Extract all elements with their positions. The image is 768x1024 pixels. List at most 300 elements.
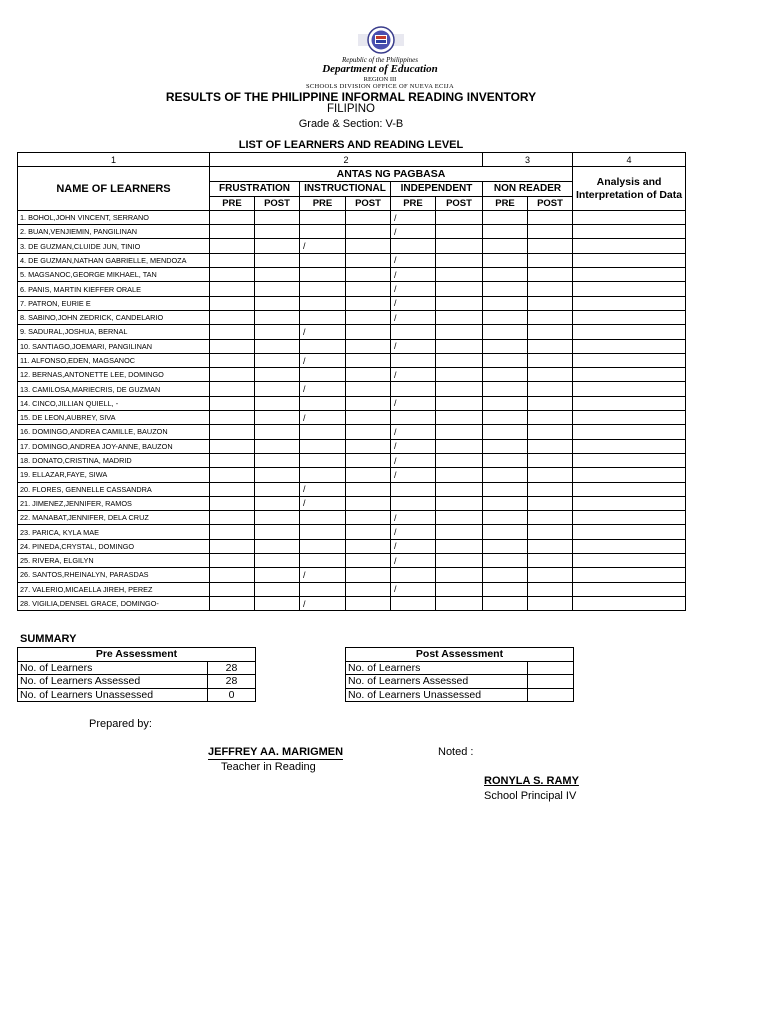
analysis-cell (573, 425, 686, 439)
learner-row (18, 539, 686, 553)
list-title: LIST OF LEARNERS AND READING LEVEL (238, 139, 464, 151)
level-cell (528, 353, 573, 367)
level-mark: / (300, 382, 346, 396)
level-cell (346, 396, 391, 410)
level-cell (255, 539, 300, 553)
level-cell (391, 353, 436, 367)
level-cell (483, 268, 528, 282)
learner-row (18, 568, 686, 582)
level-cell (300, 368, 346, 382)
learner-name: 4. DE GUZMAN,NATHAN GABRIELLE, MENDOZA (18, 253, 210, 267)
level-cell (255, 325, 300, 339)
learner-row (18, 439, 686, 453)
analysis-cell (573, 296, 686, 310)
level-cell (255, 568, 300, 582)
level-independent-header: INDEPENDENT (391, 182, 483, 196)
level-cell (300, 511, 346, 525)
level-mark: / (300, 353, 346, 367)
level-cell (528, 496, 573, 510)
analysis-cell (573, 582, 686, 596)
level-cell (528, 453, 573, 467)
analysis-cell (573, 568, 686, 582)
level-cell (528, 282, 573, 296)
reading-results-table (17, 152, 686, 611)
level-cell (346, 282, 391, 296)
level-mark: / (391, 511, 436, 525)
level-cell (255, 396, 300, 410)
level-cell (528, 382, 573, 396)
level-cell (528, 568, 573, 582)
level-cell (483, 411, 528, 425)
level-frustration-header: FRUSTRATION (210, 182, 300, 196)
level-cell (483, 596, 528, 610)
learner-name: 17. DOMINGO,ANDREA JOY-ANNE, BAUZON (18, 439, 210, 453)
level-cell (300, 339, 346, 353)
level-cell (528, 525, 573, 539)
level-cell (346, 482, 391, 496)
level-cell (483, 554, 528, 568)
level-mark: / (391, 468, 436, 482)
analysis-cell (573, 282, 686, 296)
level-cell (483, 253, 528, 267)
level-cell (300, 296, 346, 310)
level-cell (391, 239, 436, 253)
level-cell (391, 325, 436, 339)
level-cell (300, 225, 346, 239)
level-cell (255, 368, 300, 382)
level-mark: / (300, 496, 346, 510)
learner-name: 24. PINEDA,CRYSTAL, DOMINGO (18, 539, 210, 553)
level-cell (210, 511, 255, 525)
level-mark: / (391, 539, 436, 553)
level-cell (436, 310, 483, 324)
learner-name: 3. DE GUZMAN,CLUIDE JUN, TINIO (18, 239, 210, 253)
level-mark: / (391, 339, 436, 353)
level-cell (210, 225, 255, 239)
column-number-row (18, 153, 686, 167)
col-number: 1 (18, 153, 210, 167)
level-cell (483, 225, 528, 239)
analysis-cell (573, 310, 686, 324)
analysis-cell (573, 482, 686, 496)
level-cell (210, 568, 255, 582)
learner-row (18, 482, 686, 496)
level-cell (391, 496, 436, 510)
post-row-value (528, 675, 574, 689)
analysis-cell (573, 239, 686, 253)
analysis-cell (573, 268, 686, 282)
learner-row (18, 511, 686, 525)
level-non-reader-header: NON READER (483, 182, 573, 196)
level-cell (436, 239, 483, 253)
level-cell (436, 596, 483, 610)
level-cell (210, 396, 255, 410)
level-cell (391, 482, 436, 496)
level-mark: / (391, 268, 436, 282)
level-cell (300, 439, 346, 453)
learner-name: 21. JIMENEZ,JENNIFER, RAMOS (18, 496, 210, 510)
learner-row (18, 453, 686, 467)
learner-name: 15. DE LEON,AUBREY, SIVA (18, 411, 210, 425)
post-header: POST (436, 196, 483, 210)
preparer-name: JEFFREY AA. MARIGMEN (208, 746, 344, 758)
learner-name: 23. PARICA, KYLA MAE (18, 525, 210, 539)
post-assessment-header: Post Assessment (346, 648, 574, 662)
level-cell (483, 539, 528, 553)
level-cell (255, 225, 300, 239)
learner-row (18, 368, 686, 382)
learner-rows (18, 210, 686, 610)
post-header: POST (346, 196, 391, 210)
level-cell (483, 468, 528, 482)
level-cell (483, 382, 528, 396)
name-of-learners-header: NAME OF LEARNERS (18, 167, 210, 211)
level-instructional-header: INSTRUCTIONAL (300, 182, 391, 196)
analysis-cell (573, 253, 686, 267)
pre-header: PRE (300, 196, 346, 210)
level-cell (210, 268, 255, 282)
level-mark: / (300, 325, 346, 339)
grade-section-label: Grade & Section: V-B (298, 118, 404, 130)
level-cell (528, 482, 573, 496)
level-cell (210, 411, 255, 425)
noter-name: RONYLA S. RAMY (484, 775, 579, 787)
level-cell (255, 453, 300, 467)
level-cell (528, 296, 573, 310)
col-number: 2 (210, 153, 483, 167)
level-cell (436, 539, 483, 553)
learner-name: 22. MANABAT,JENNIFER, DELA CRUZ (18, 511, 210, 525)
learner-row (18, 339, 686, 353)
level-cell (436, 382, 483, 396)
level-cell (436, 339, 483, 353)
level-cell (346, 239, 391, 253)
level-mark: / (300, 411, 346, 425)
post-row-label: No. of Learners Unassessed (346, 688, 528, 702)
level-cell (483, 396, 528, 410)
level-cell (391, 568, 436, 582)
analysis-header: Analysis and Interpretation of Data (573, 167, 686, 211)
level-cell (255, 210, 300, 224)
level-cell (391, 411, 436, 425)
learner-name: 18. DONATO,CRISTINA, MADRID (18, 453, 210, 467)
level-cell (210, 210, 255, 224)
analysis-cell (573, 325, 686, 339)
level-cell (483, 282, 528, 296)
col-number: 4 (573, 153, 686, 167)
level-cell (300, 253, 346, 267)
learner-row (18, 253, 686, 267)
level-cell (255, 425, 300, 439)
level-cell (300, 210, 346, 224)
level-cell (300, 453, 346, 467)
noted-label: Noted : (438, 746, 474, 758)
level-mark: / (391, 554, 436, 568)
analysis-cell (573, 210, 686, 224)
level-cell (300, 582, 346, 596)
pre-row-label: No. of Learners Assessed (18, 675, 208, 689)
level-cell (210, 382, 255, 396)
analysis-cell (573, 525, 686, 539)
level-cell (528, 339, 573, 353)
level-cell (346, 225, 391, 239)
level-cell (255, 554, 300, 568)
level-cell (436, 439, 483, 453)
learner-name: 9. SADURAL,JOSHUA, BERNAL (18, 325, 210, 339)
level-cell (210, 539, 255, 553)
level-cell (210, 554, 255, 568)
learner-row (18, 496, 686, 510)
level-cell (300, 525, 346, 539)
analysis-cell (573, 382, 686, 396)
learner-row (18, 296, 686, 310)
level-cell (346, 453, 391, 467)
level-mark: / (391, 396, 436, 410)
level-cell (483, 339, 528, 353)
learner-name: 2. BUAN,VENJIEMIN, PANGILINAN (18, 225, 210, 239)
learner-name: 16. DOMINGO,ANDREA CAMILLE, BAUZON (18, 425, 210, 439)
level-cell (436, 554, 483, 568)
level-cell (300, 268, 346, 282)
level-cell (346, 411, 391, 425)
level-cell (255, 253, 300, 267)
level-cell (255, 339, 300, 353)
learner-name: 6. PANIS, MARTIN KIEFFER ORALE (18, 282, 210, 296)
learner-name: 12. BERNAS,ANTONETTE LEE, DOMINGO (18, 368, 210, 382)
level-cell (210, 582, 255, 596)
learner-row (18, 268, 686, 282)
post-row-label: No. of Learners Assessed (346, 675, 528, 689)
post-header: POST (255, 196, 300, 210)
letterhead (130, 22, 630, 88)
level-cell (255, 282, 300, 296)
deped-seal-logo (358, 26, 404, 54)
level-mark: / (300, 482, 346, 496)
antas-ng-pagbasa-header: ANTAS NG PAGBASA (210, 167, 573, 182)
level-cell (528, 268, 573, 282)
level-cell (436, 210, 483, 224)
subject-label: FILIPINO (327, 103, 375, 115)
learner-name: 25. RIVERA, ELGILYN (18, 554, 210, 568)
pre-header: PRE (210, 196, 255, 210)
learner-row (18, 353, 686, 367)
level-cell (255, 268, 300, 282)
analysis-cell (573, 554, 686, 568)
level-cell (255, 482, 300, 496)
level-cell (210, 282, 255, 296)
level-cell (483, 239, 528, 253)
post-assessment-table (345, 647, 574, 702)
level-cell (210, 253, 255, 267)
level-mark: / (300, 596, 346, 610)
level-cell (436, 411, 483, 425)
level-cell (436, 396, 483, 410)
level-cell (210, 453, 255, 467)
noter-title: School Principal IV (484, 790, 577, 802)
level-cell (210, 325, 255, 339)
level-cell (210, 425, 255, 439)
learner-name: 26. SANTOS,RHEINALYN, PARASDAS (18, 568, 210, 582)
level-cell (255, 353, 300, 367)
level-cell (255, 496, 300, 510)
learner-name: 8. SABINO,JOHN ZEDRICK, CANDELARIO (18, 310, 210, 324)
level-cell (346, 539, 391, 553)
level-cell (436, 282, 483, 296)
level-cell (483, 296, 528, 310)
level-cell (436, 525, 483, 539)
level-cell (528, 411, 573, 425)
letterhead-region: REGION III (363, 76, 397, 83)
analysis-cell (573, 453, 686, 467)
level-cell (255, 596, 300, 610)
learner-row (18, 239, 686, 253)
learner-row (18, 554, 686, 568)
level-cell (346, 496, 391, 510)
level-cell (436, 568, 483, 582)
prepared-by-label: Prepared by: (89, 718, 152, 730)
level-cell (210, 496, 255, 510)
level-cell (436, 468, 483, 482)
level-mark: / (391, 296, 436, 310)
level-cell (300, 554, 346, 568)
level-cell (391, 382, 436, 396)
learner-row (18, 425, 686, 439)
level-cell (528, 468, 573, 482)
level-cell (436, 425, 483, 439)
level-cell (528, 396, 573, 410)
level-cell (528, 554, 573, 568)
level-cell (436, 225, 483, 239)
learner-name: 10. SANTIAGO,JOEMARI, PANGILINAN (18, 339, 210, 353)
learner-row (18, 525, 686, 539)
level-cell (436, 453, 483, 467)
learner-name: 19. ELLAZAR,FAYE, SIWA (18, 468, 210, 482)
learner-name: 1. BOHOL,JOHN VINCENT, SERRANO (18, 210, 210, 224)
level-cell (436, 582, 483, 596)
analysis-cell (573, 368, 686, 382)
level-cell (436, 368, 483, 382)
level-cell (483, 353, 528, 367)
level-cell (346, 268, 391, 282)
letterhead-republic: Republic of the Philippines (341, 56, 418, 64)
post-row-value (528, 661, 574, 675)
level-cell (528, 539, 573, 553)
level-cell (528, 253, 573, 267)
level-cell (346, 325, 391, 339)
level-cell (255, 439, 300, 453)
level-cell (483, 525, 528, 539)
learner-row (18, 582, 686, 596)
level-cell (210, 239, 255, 253)
level-mark: / (391, 425, 436, 439)
level-cell (300, 282, 346, 296)
level-cell (528, 439, 573, 453)
level-cell (436, 496, 483, 510)
analysis-cell (573, 353, 686, 367)
letterhead-division: SCHOOLS DIVISION OFFICE OF NUEVA ECIJA (306, 83, 454, 90)
level-cell (346, 425, 391, 439)
level-cell (483, 482, 528, 496)
learner-row (18, 310, 686, 324)
level-cell (346, 210, 391, 224)
learner-row (18, 468, 686, 482)
level-cell (346, 554, 391, 568)
level-mark: / (391, 525, 436, 539)
level-cell (300, 539, 346, 553)
pre-header: PRE (483, 196, 528, 210)
level-cell (483, 453, 528, 467)
learner-name: 13. CAMILOSA,MARIECRIS, DE GUZMAN (18, 382, 210, 396)
page-title: RESULTS OF THE PHILIPPINE INFORMAL READING INVENTORY (165, 90, 537, 104)
level-cell (483, 496, 528, 510)
level-cell (210, 339, 255, 353)
level-cell (436, 296, 483, 310)
learner-row (18, 210, 686, 224)
level-cell (300, 396, 346, 410)
level-cell (255, 296, 300, 310)
pre-assessment-table (17, 647, 256, 702)
post-row-label: No. of Learners (346, 661, 528, 675)
level-cell (210, 296, 255, 310)
level-cell (346, 353, 391, 367)
level-cell (300, 310, 346, 324)
level-mark: / (391, 439, 436, 453)
level-mark: / (391, 210, 436, 224)
level-cell (483, 425, 528, 439)
level-cell (346, 439, 391, 453)
learner-row (18, 596, 686, 610)
level-cell (346, 253, 391, 267)
learner-row (18, 396, 686, 410)
level-cell (528, 368, 573, 382)
level-cell (436, 253, 483, 267)
analysis-cell (573, 468, 686, 482)
preparer-title: Teacher in Reading (221, 761, 316, 773)
level-mark: / (391, 582, 436, 596)
analysis-cell (573, 225, 686, 239)
post-header: POST (528, 196, 573, 210)
level-mark: / (300, 568, 346, 582)
analysis-cell (573, 496, 686, 510)
learner-row (18, 325, 686, 339)
level-cell (210, 310, 255, 324)
analysis-cell (573, 539, 686, 553)
level-cell (255, 310, 300, 324)
learner-name: 11. ALFONSO,EDEN, MAGSANOC (18, 353, 210, 367)
level-cell (346, 339, 391, 353)
level-cell (210, 439, 255, 453)
level-cell (528, 425, 573, 439)
level-cell (210, 482, 255, 496)
level-cell (528, 310, 573, 324)
level-mark: / (391, 368, 436, 382)
level-cell (436, 268, 483, 282)
learner-row (18, 225, 686, 239)
col-number: 3 (483, 153, 573, 167)
level-cell (346, 596, 391, 610)
level-cell (255, 382, 300, 396)
learner-name: 27. VALERIO,MICAELLA JIREH, PEREZ (18, 582, 210, 596)
level-mark: / (391, 253, 436, 267)
learner-name: 7. PATRON, EURIE E (18, 296, 210, 310)
level-cell (255, 411, 300, 425)
level-cell (528, 596, 573, 610)
level-cell (528, 582, 573, 596)
learner-name: 28. VIGILIA,DENSEL GRACE, DOMINGO- (18, 596, 210, 610)
pre-row-label: No. of Learners (18, 661, 208, 675)
level-cell (255, 468, 300, 482)
learner-name: 5. MAGSANOC,GEORGE MIKHAEL, TAN (18, 268, 210, 282)
